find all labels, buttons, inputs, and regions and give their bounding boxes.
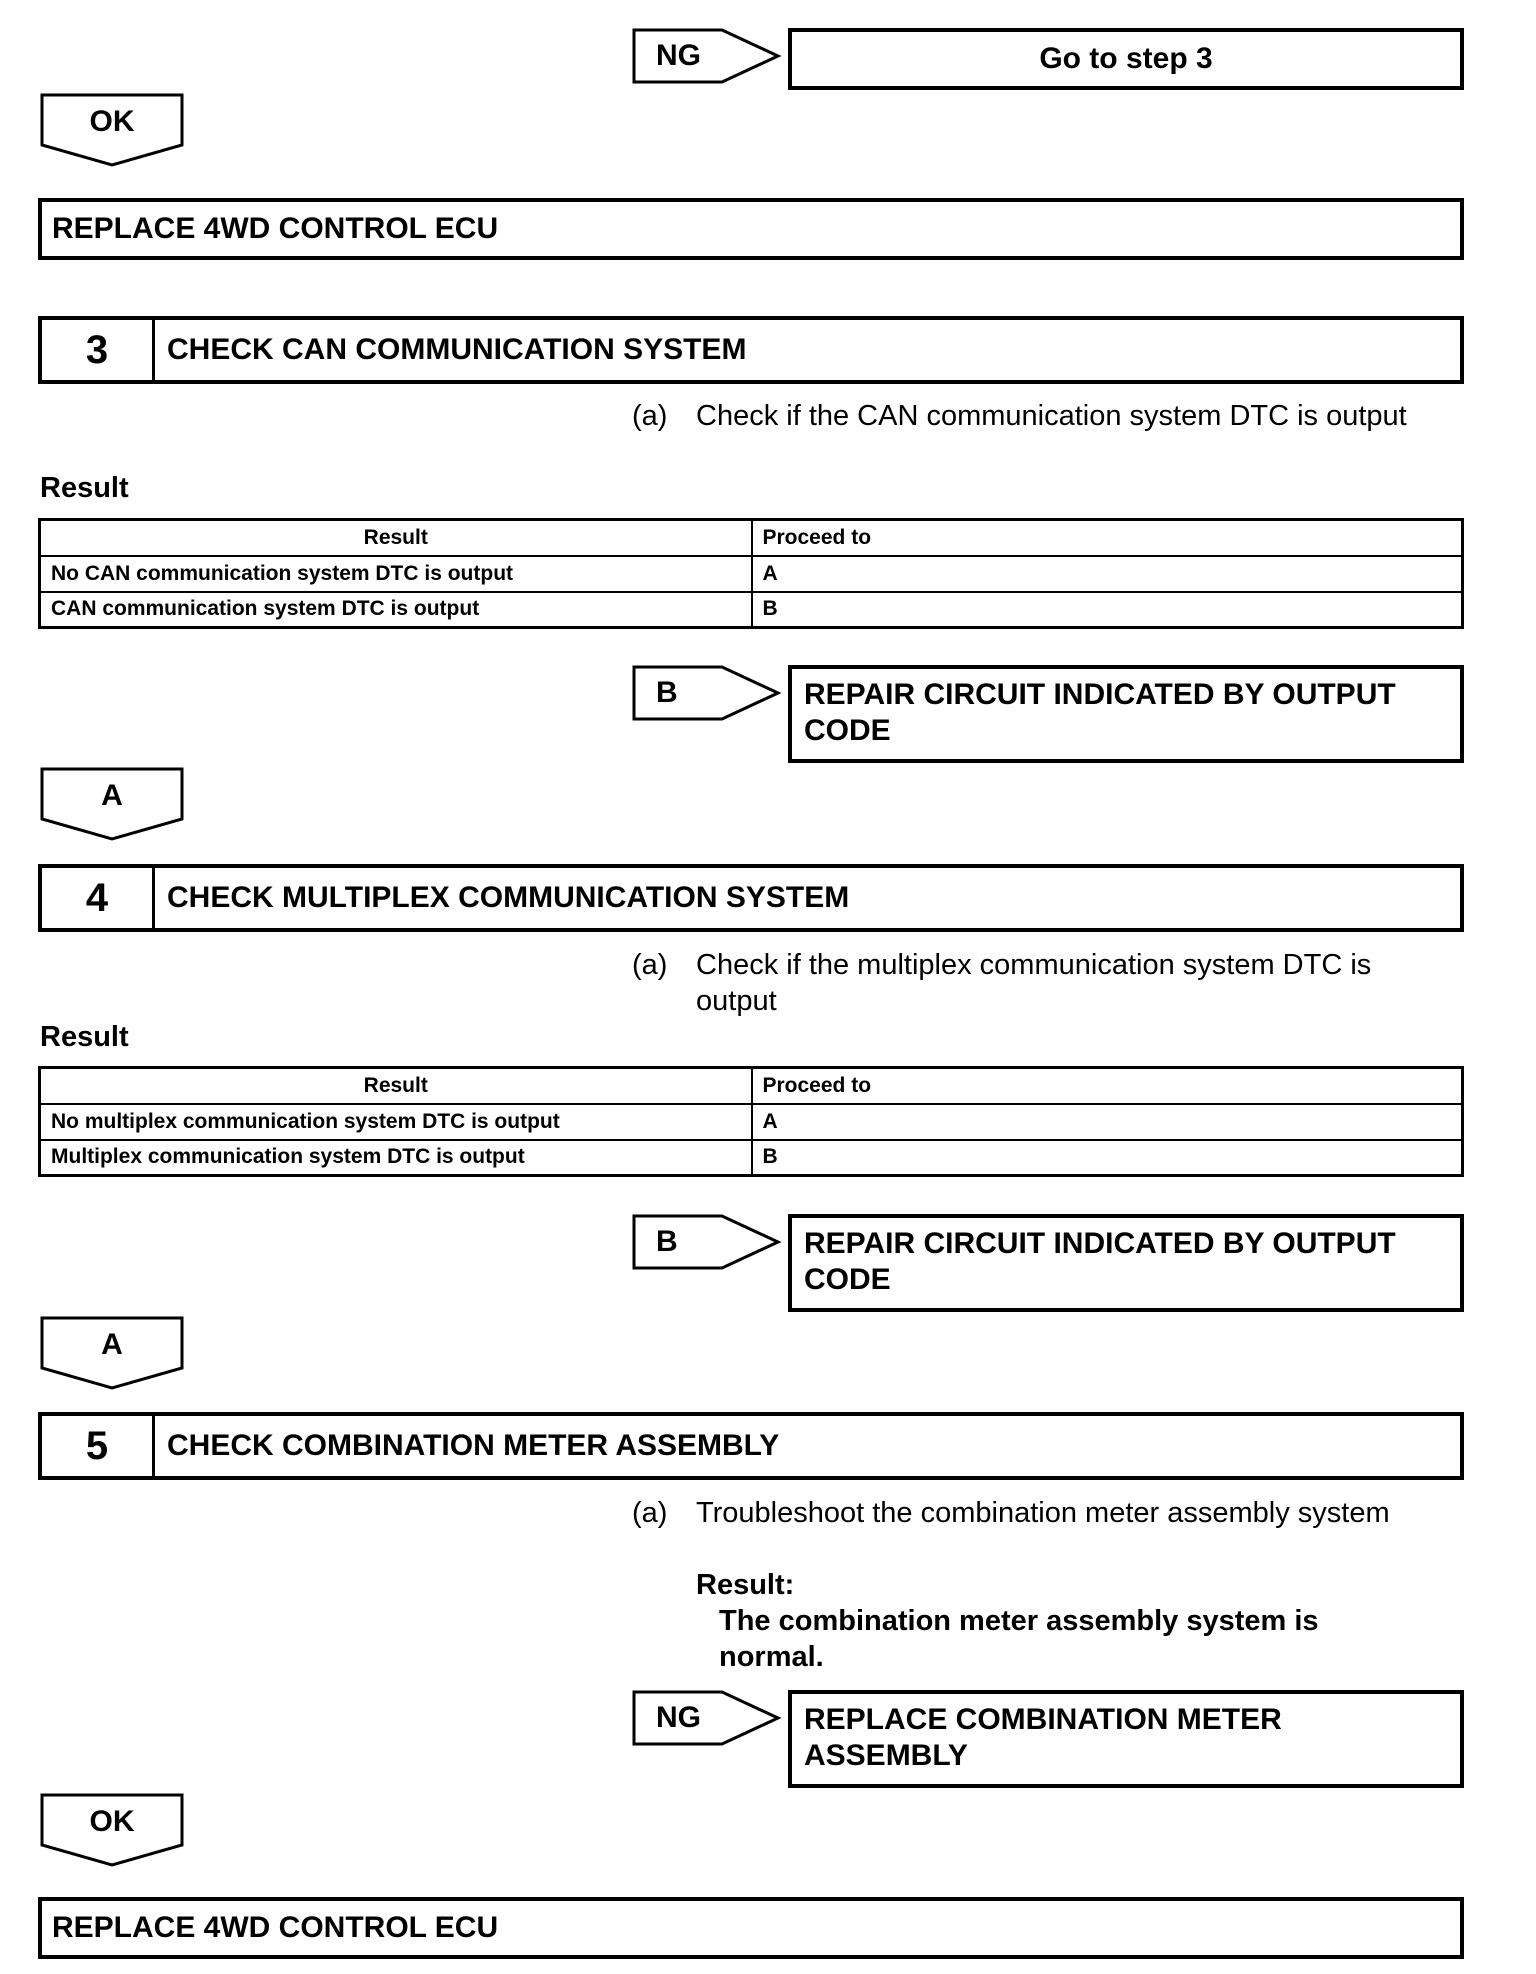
step-5-number: 5: [42, 1416, 155, 1476]
ng-arrow-top: [632, 28, 782, 84]
table-cell: B: [752, 1140, 1463, 1176]
replace-4wd-ecu-box-bottom: REPLACE 4WD CONTROL ECU: [38, 1897, 1464, 1959]
col-header-result: Result: [40, 520, 752, 556]
step-3-instruction: [632, 398, 1472, 434]
ng-label-top: NG: [656, 39, 701, 72]
step-3-number: 3: [42, 320, 155, 380]
table-cell: Multiplex communication system DTC is output: [40, 1140, 752, 1176]
replace-meter-box: REPLACE COMBINATION METER ASSEMBLY: [788, 1690, 1464, 1788]
table-cell: No multiplex communication system DTC is output: [40, 1104, 752, 1140]
repair-circuit-box-step-4: REPAIR CIRCUIT INDICATED BY OUTPUT CODE: [788, 1214, 1464, 1312]
col-header-result: Result: [40, 1068, 752, 1104]
step-5-title: CHECK COMBINATION METER ASSEMBLY: [167, 1429, 780, 1462]
col-header-proceed: Proceed to: [752, 1068, 1463, 1104]
b-label-step-4: B: [656, 1225, 678, 1258]
repair-circuit-box-step-3: REPAIR CIRCUIT INDICATED BY OUTPUT CODE: [788, 665, 1464, 763]
b-arrow-step-3: [632, 665, 782, 721]
step-4-header: [38, 864, 1464, 932]
step-5-header: [38, 1412, 1464, 1480]
table-cell: A: [752, 556, 1463, 592]
a-label-step-4: A: [101, 1328, 123, 1361]
table-header-row: [40, 1068, 1463, 1104]
table-row: [40, 592, 1463, 628]
b-arrow-step-4: [632, 1214, 782, 1270]
go-to-step-3-box: Go to step 3: [788, 28, 1464, 90]
table-header-row: [40, 520, 1463, 556]
step-4-result-table: [38, 1066, 1464, 1177]
ng-label-step-5: NG: [656, 1701, 701, 1734]
step-4-instruction: [632, 947, 1452, 1019]
step-5-instruction: [632, 1495, 1472, 1531]
step-3-header: [38, 316, 1464, 384]
step-4-instruction-marker: (a): [632, 949, 668, 981]
step-4-result-heading: Result: [40, 1021, 129, 1053]
table-row: [40, 556, 1463, 592]
ng-arrow-step-5: [632, 1690, 782, 1746]
table-cell: A: [752, 1104, 1463, 1140]
b-label-step-3: B: [656, 676, 678, 709]
ok-label-step-5: OK: [89, 1805, 135, 1838]
a-label-step-3: A: [101, 779, 123, 812]
table-cell: CAN communication system DTC is output: [40, 592, 752, 628]
step-3-result-heading: Result: [40, 472, 129, 504]
step-4-number: 4: [42, 868, 155, 928]
col-header-proceed: Proceed to: [752, 520, 1463, 556]
step-4-instruction-text: Check if the multiplex communication system DTC is output: [696, 949, 1372, 1017]
step-5-result-text: The combination meter assembly system is normal.: [719, 1605, 1319, 1673]
step-5-instruction-marker: (a): [632, 1497, 668, 1529]
step-3-result-table: [38, 518, 1464, 629]
replace-4wd-ecu-box-top: REPLACE 4WD CONTROL ECU: [38, 198, 1464, 260]
table-row: [40, 1140, 1463, 1176]
step-3-instruction-marker: (a): [632, 400, 668, 432]
table-cell: B: [752, 592, 1463, 628]
step-5-instruction-text: Troubleshoot the combination meter assembly system: [696, 1497, 1390, 1529]
step-3-instruction-text: Check if the CAN communication system DTC is output: [696, 400, 1407, 432]
step-4-title: CHECK MULTIPLEX COMMUNICATION SYSTEM: [167, 881, 850, 914]
table-row: [40, 1104, 1463, 1140]
ok-label-top: OK: [89, 105, 135, 138]
step-5-result-label: Result:: [696, 1569, 795, 1601]
step-3-title: CHECK CAN COMMUNICATION SYSTEM: [167, 333, 747, 366]
table-cell: No CAN communication system DTC is output: [40, 556, 752, 592]
